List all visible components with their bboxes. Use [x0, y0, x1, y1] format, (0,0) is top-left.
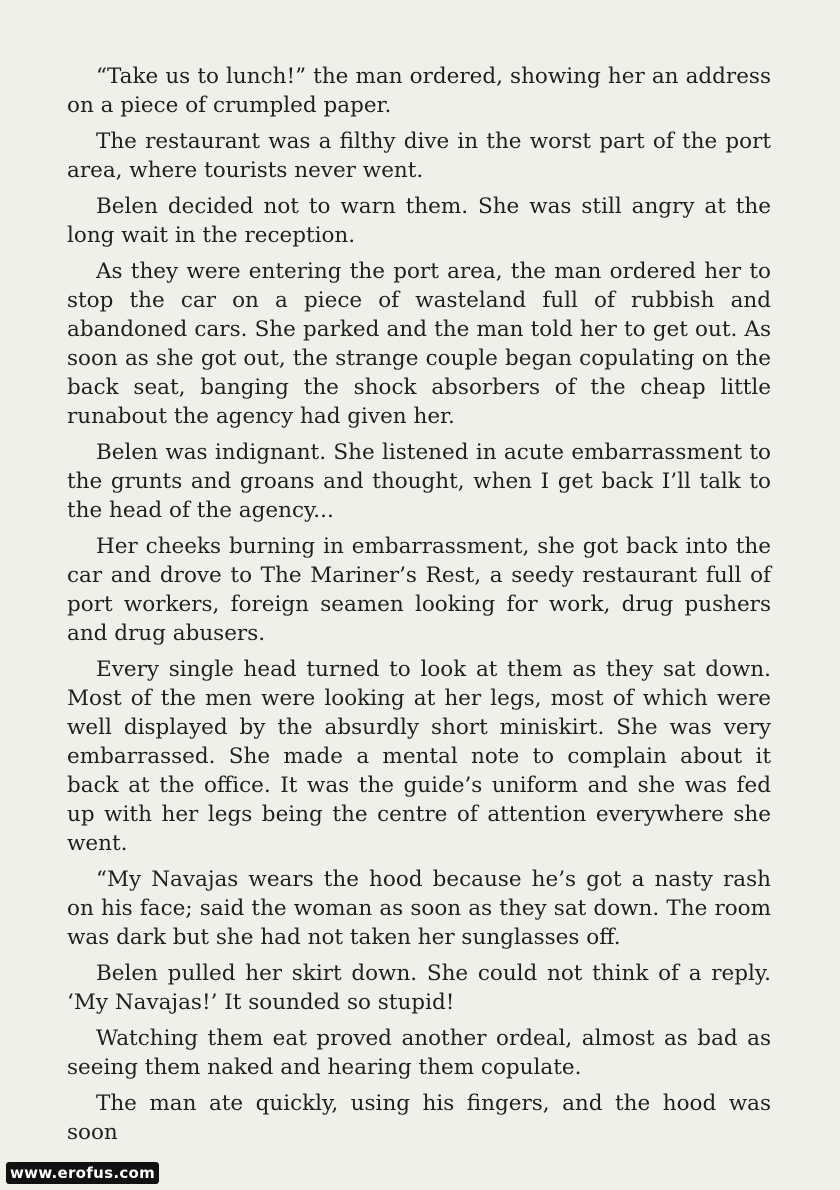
- paragraph-1: “Take us to lunch!” the man ordered, showing her an address on a piece of crumpled paper.: [67, 64, 771, 118]
- paragraph-11: The man ate quickly, using his fingers, and the hood was soon: [67, 1091, 771, 1145]
- paragraph-3: Belen decided not to warn them. She was still angry at the long wait in the reception.: [67, 194, 771, 248]
- body-text: [67, 62, 771, 1154]
- paragraph-2: The restaurant was a filthy dive in the worst part of the port area, where tourists never went.: [67, 129, 771, 183]
- paragraph-4: As they were entering the port area, the man ordered her to stop the car on a piece of wasteland full of rubbish and abandoned cars. She parked and the man told her to get out. As soon as she got out, the strange couple began copulating on the back seat, banging the shock absorbers of the cheap little runabout the agency had given her.: [67, 259, 771, 429]
- paragraph-7: Every single head turned to look at them as they sat down. Most of the men were looking at her legs, most of which were well displayed by the absurdly short miniskirt. She was very embarrassed. She made a mental note to complain about it back at the office. It was the guide’s uniform and she was fed up with her legs being the centre of attention everywhere she went.: [67, 657, 771, 856]
- paragraph-8: “My Navajas wears the hood because he’s got a nasty rash on his face; said the woman as soon as they sat down. The room was dark but she had not taken her sunglasses off.: [67, 867, 771, 950]
- site-watermark: www.erofus.com: [6, 1162, 159, 1184]
- paragraph-9: Belen pulled her skirt down. She could not think of a reply. ‘My Navajas!’ It sounded so stupid!: [67, 961, 771, 1015]
- paragraph-5: Belen was indignant. She listened in acute embarrassment to the grunts and groans and thought, when I get back I’ll talk to the head of the agency...: [67, 440, 771, 523]
- paragraph-6: Her cheeks burning in embarrassment, she got back into the car and drove to The Mariner’s Rest, a seedy restaurant full of port workers, foreign seamen looking for work, drug pushers and drug abusers.: [67, 534, 771, 646]
- paragraph-10: Watching them eat proved another ordeal, almost as bad as seeing them naked and hearing them copulate.: [67, 1026, 771, 1080]
